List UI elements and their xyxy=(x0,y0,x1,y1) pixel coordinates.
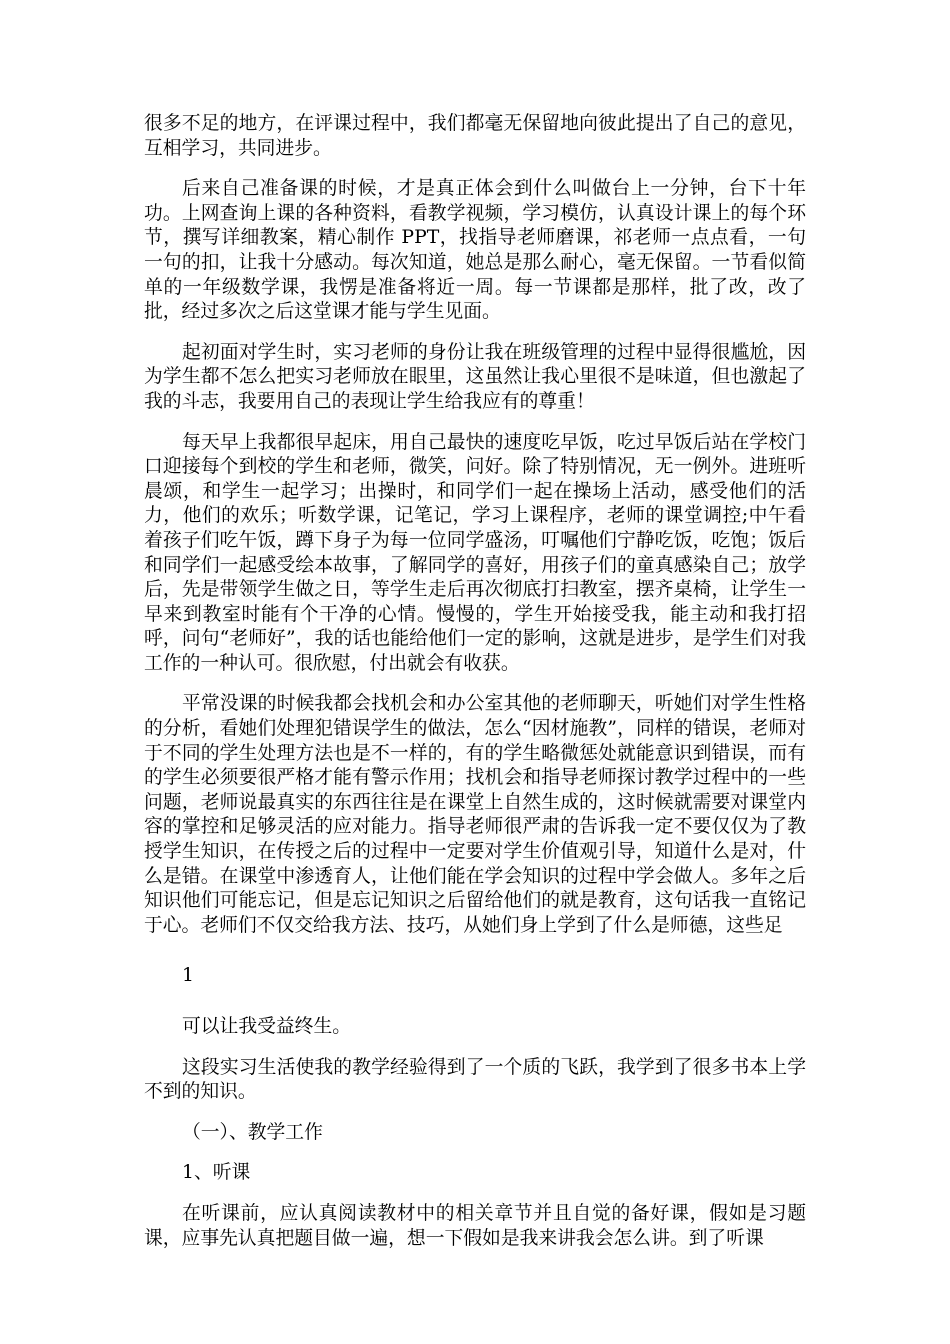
paragraph-lesson-preparation: 后来自己准备课的时候，才是真正体会到什么叫做台上一分钟，台下十年功。上网查询上课的各种资料，看教学视频，学习模仿，认真设计课上的每个环节，撰写详细教案，精心制作 PPT，找指导老师磨课，祁老师一点点看，一句一句的扣，让我十分感动。每次知道，她总是那么耐心，毫无保留。一节看似简单的一年级数学课，我愣是准备将近一周。每一节课都是那样，批了改，改了批，经过多次之后这堂课才能与学生见面。 xyxy=(144,178,806,323)
document-body xyxy=(144,112,806,1251)
paragraph-talking-with-teachers: 平常没课的时候我都会找机会和办公室其他的老师聊天，听她们对学生性格的分析，看她们处理犯错误学生的做法，怎么“因材施教”，同样的错误，老师对于不同的学生处理方法也是不一样的，有的学生略微惩处就能意识到错误，而有的学生必须要很严格才能有警示作用；找机会和指导老师探讨教学过程中的一些问题，老师说最真实的东西往往是在课堂上自然生成的，这时候就需要对课堂内容的掌控和足够灵活的应对能力。指导老师很严肃的告诉我一定不要仅仅为了教授学生知识，在传授之后的过程中一定要对学生价值观引导，知道什么是对，什么是错。在课堂中渗透育人，让他们能在学会知识的过程中学会做人。多年之后知识他们可能忘记，但是忘记知识之后留给他们的就是教育，这句话我一直铭记于心。老师们不仅交给我方法、技巧，从她们身上学到了什么是师德，这些足 xyxy=(144,693,806,936)
paragraph-benefit-lifetime: 可以让我受益终生。 xyxy=(182,1016,352,1037)
paragraph-daily-routine: 每天早上我都很早起床，用自己最快的速度吃早饭，吃过早饭后站在学校门口迎接每个到校的学生和老师，微笑，问好。除了特别情况，无一例外。进班听晨颂，和学生一起学习；出操时，和同学们一起在操场上活动，感受他们的活力，他们的欢乐；听数学课，记笔记，学习上课程序，老师的课堂调控;中午看着孩子们吃午饭，蹲下身子为每一位同学盛汤，叮嘱他们宁静吃饭，吃饱；饭后和同学们一起感受绘本故事，了解同学的喜好，用孩子们的童真感染自己；放学后，先是带领学生做之日，等学生走后再次彻底打扫教室，摆齐桌椅，让学生一早来到教室时能有个干净的心情。慢慢的，学生开始接受我，能主动和我打招呼，问句“老师好”，我的话也能给他们一定的影响，这就是进步，是学生们对我工作的一种认可。很欣慰，付出就会有收获。 xyxy=(144,431,806,674)
section-heading-teaching-work: （一）、教学工作 xyxy=(182,1121,323,1143)
paragraph-continuation: 很多不足的地方，在评课过程中，我们都毫无保留地向彼此提出了自己的意见，互相学习，共同进步。 xyxy=(144,113,806,159)
paragraph-before-observation: 在听课前，应认真阅读教材中的相关章节并且自觉的备好课，假如是习题课，应事先认真把题目做一遍，想一下假如是我来讲我会怎么讲。到了听课 xyxy=(144,1202,806,1249)
paragraph-internship-summary: 这段实习生活使我的教学经验得到了一个质的飞跃，我学到了很多书本上学不到的知识。 xyxy=(144,1056,806,1103)
page-number: 1 xyxy=(182,965,194,987)
subsection-heading-lesson-observation: 1、听课 xyxy=(182,1162,251,1184)
paragraph-first-facing-students: 起初面对学生时，实习老师的身份让我在班级管理的过程中显得很尴尬，因为学生都不怎么把实习老师放在眼里，这虽然让我心里很不是味道，但也激起了我的斗志，我要用自己的表现让学生给我应有的尊重！ xyxy=(144,341,806,412)
